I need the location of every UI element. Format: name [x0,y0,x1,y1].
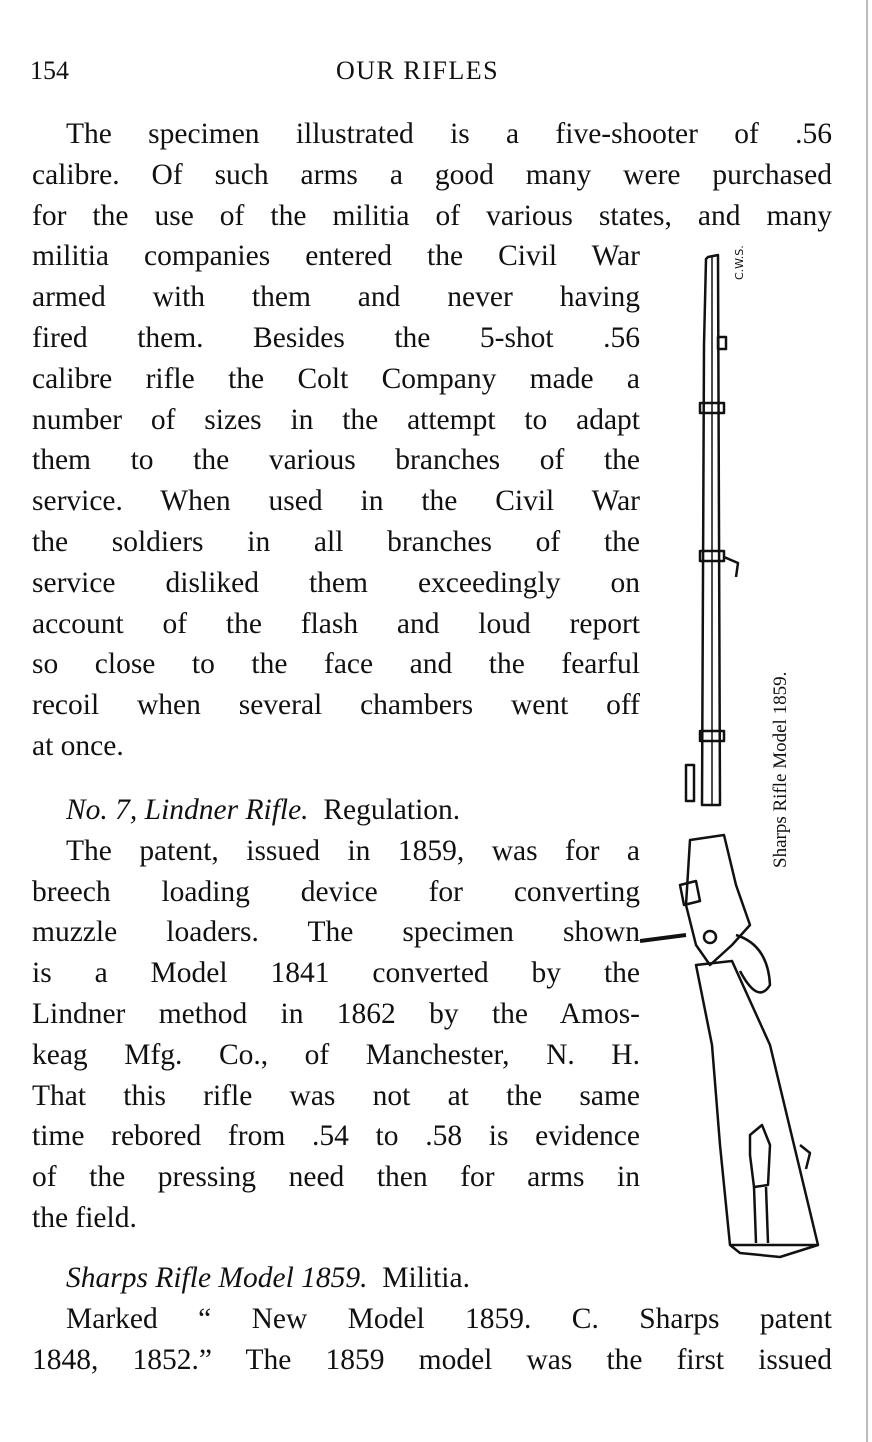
section-lindner-rifle [32,790,640,1239]
rifle-patchbox-line [754,1187,756,1243]
text-line: fired them. Besides the 5-shot .56 [32,321,640,354]
rifle-hammer [680,881,700,905]
text-line: The specimen illustrated is a five-shooter of .56 [66,118,832,150]
rifle-lock [686,835,750,965]
text-line: calibre rifle the Colt Company made a [32,362,640,395]
text-line: militia companies entered the Civil War [32,240,640,273]
rifle-front-sight [718,337,726,349]
text-line: keag Mfg. Co., of Manchester, N. H. [32,1038,640,1071]
rifle-lock-screw [704,931,716,943]
section-heading [32,790,640,831]
text-line: The patent, issued in 1859, was for a [66,834,640,867]
rifle-butt-swivel [800,1145,810,1169]
artist-initials: C.W.S. [733,245,746,280]
text-line: Marked “ New Model 1859. C. Sharps patent [66,1302,832,1335]
page-header [30,56,830,90]
text-line: armed with them and never having [32,281,640,314]
heading-italic: No. 7, Lindner Rifle. [66,794,309,826]
rifle-patchbox-line [766,1187,768,1243]
text-line: so close to the face and the fearful [32,648,640,681]
sharps-rifle-illustration [640,245,830,1275]
rifle-patchbox [750,1125,770,1187]
text-line: service disliked them exceedingly on [32,566,640,599]
text-line: recoil when several chambers went off [32,689,640,722]
text-line: That this rifle was not at the same [32,1079,640,1112]
paragraph-colt-full-width [32,114,832,236]
rifle-sling-swivel [724,557,738,577]
paragraph-colt-narrow [32,236,640,766]
figure-caption: Sharps Rifle Model 1859. [770,671,791,868]
text-line: is a Model 1841 converted by the [32,957,640,990]
text-line: 1848, 1852.” The 1859 model was the first issued [32,1343,832,1376]
rifle-rear-sight [686,765,694,801]
section-sharps-rifle [32,1258,832,1380]
text-line: at once. [32,729,124,762]
page-number: 154 [30,56,69,85]
running-title: OUR RIFLES [336,56,500,85]
text-line: service. When used in the Civil War [32,485,640,518]
rifle-leader-line [640,935,686,941]
text-line: the soldiers in all branches of the [32,525,640,558]
text-line: account of the flash and loud report [32,607,640,640]
heading-rest: Militia. [382,1262,470,1294]
text-line: of the pressing need then for arms in [32,1161,640,1194]
text-line: calibre. Of such arms a good many were purchased [32,158,832,191]
text-line: number of sizes in the attempt to adapt [32,403,640,436]
text-line: them to the various branches of the [32,444,640,477]
text-line: Lindner method in 1862 by the Amos- [32,997,640,1030]
text-line: muzzle loaders. The specimen shown [32,916,640,949]
text-line: breech loading device for converting [32,875,640,908]
rifle-stock [696,961,818,1257]
heading-italic: Sharps Rifle Model 1859. [66,1262,368,1294]
heading-rest: Regulation. [323,794,461,826]
text-line: time rebored from .54 to .58 is evidence [32,1120,640,1153]
text-line: the field. [32,1201,137,1234]
text-line: for the use of the militia of various states, and many [32,199,832,232]
